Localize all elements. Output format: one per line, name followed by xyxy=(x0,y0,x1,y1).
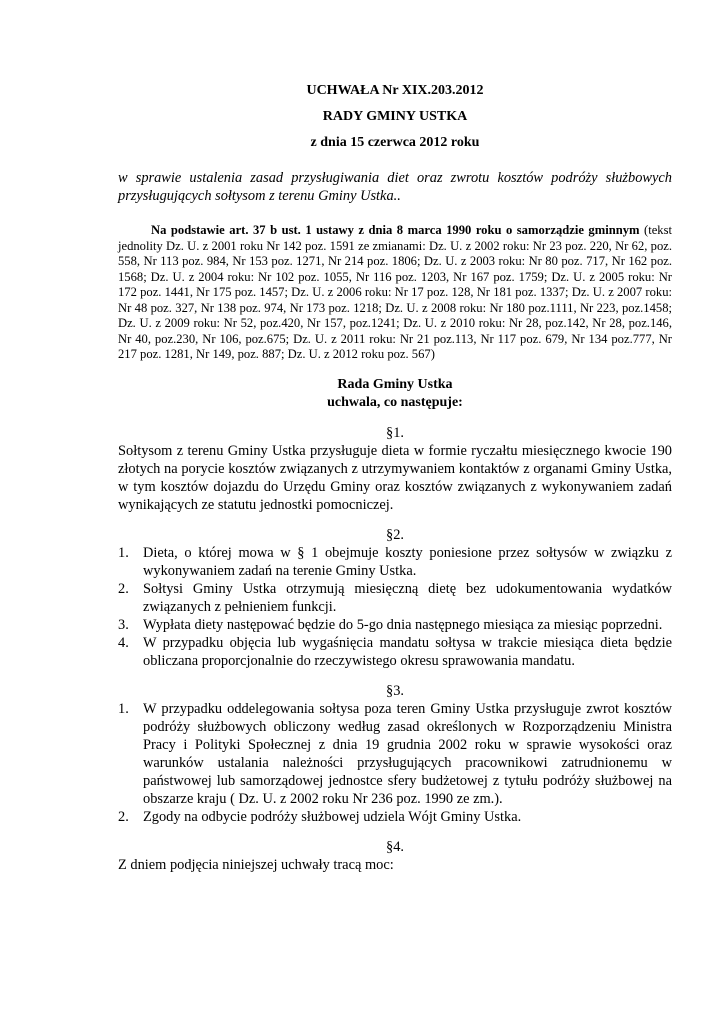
section-2-title: §2. xyxy=(386,526,404,543)
council-name-heading: RADY GMINY USTKA xyxy=(322,109,468,124)
list-item xyxy=(118,544,672,580)
council-resolves: uchwala, co następuje: xyxy=(327,394,463,410)
section-3-title: §3. xyxy=(386,682,404,699)
council-heading: Rada Gminy Ustka xyxy=(337,376,453,392)
list-item-text: Zgody na odbycie podróży służbowej udziela Wójt Gminy Ustka. xyxy=(143,808,522,825)
legal-basis xyxy=(118,223,672,363)
list-item-number: 3. xyxy=(118,616,129,633)
section-3-list xyxy=(118,700,672,826)
section-1-title: §1. xyxy=(386,424,404,441)
list-item-text: Wypłata diety następować będzie do 5-go dnia następnego miesiąca za miesiąc poprzedni. xyxy=(143,616,663,633)
legal-basis-bold: Na podstawie art. 37 b ust. 1 ustawy z dnia 8 marca 1990 roku o samorządzie gminnym xyxy=(151,223,640,237)
resolution-date: z dnia 15 czerwca 2012 roku xyxy=(310,135,480,150)
list-item-number: 2. xyxy=(118,580,129,597)
resolution-subject: w sprawie ustalenia zasad przysługiwania diet oraz zwrotu kosztów podróży służbowych przysługujących sołtysom z terenu Gminy Ustka.. xyxy=(118,170,672,204)
list-item-text: Sołtysi Gminy Ustka otrzymują miesięczną dietę bez udokumentowania wydatków związanych z pełnieniem funkcji. xyxy=(143,580,672,615)
list-item xyxy=(118,634,672,670)
list-item xyxy=(118,616,672,634)
list-item-number: 1. xyxy=(118,700,129,717)
section-4-title: §4. xyxy=(386,838,404,855)
list-item-text: W przypadku objęcia lub wygaśnięcia mandatu sołtysa w trakcie miesiąca dieta będzie obliczana proporcjonalnie do rzeczywistego okresu sprawowania mandatu. xyxy=(143,634,672,669)
section-4-text: Z dniem podjęcia niniejszej uchwały tracą moc: xyxy=(118,856,394,873)
list-item-text: W przypadku oddelegowania sołtysa poza teren Gminy Ustka przysługuje zwrot kosztów podróży służbowych obliczony według zasad określonych w Rozporządzeniu Ministra Pracy i Polityki Społecznej z dnia 19 grudnia 2002 roku w sprawie wysokości oraz warunków ustalania należności przysługujących pracownikowi zatrudnionemu w państwowej lub samorządowej jednostce sfery budżetowej z tytułu podróży służbowej na obszarze kraju ( Dz. U. z 2002 roku Nr 236 poz. 1990 ze zm.). xyxy=(143,700,672,807)
list-item-number: 4. xyxy=(118,634,129,651)
section-2-list xyxy=(118,544,672,670)
list-item xyxy=(118,700,672,808)
list-item-number: 2. xyxy=(118,808,129,825)
list-item xyxy=(118,580,672,616)
list-item-number: 1. xyxy=(118,544,129,561)
list-item xyxy=(118,808,672,826)
resolution-number: UCHWAŁA Nr XIX.203.2012 xyxy=(306,83,484,98)
legal-basis-citations: (tekst jednolity Dz. U. z 2001 roku Nr 142 poz. 1591 ze zmianami: Dz. U. z 2002 roku: Nr 23 poz. 220, Nr 62, poz. 558, Nr 113 poz. 984, Nr 153 poz. 1271, Nr 214 poz. 1806; Dz. U. z 2003 roku: Nr 80 poz. 717, Nr 162 poz. 1568; Dz. U. z 2004 roku: Nr 102 poz. 1055, Nr 116 poz. 1203, Nr 167 poz. 1759; Dz. U. z 2005 roku: Nr 172 poz. 1441, Nr 175 poz. 1457; Dz. U. z 2006 roku: Nr 17 poz. 128, Nr 181 poz. 1337; Dz. U. z 2007 roku: Nr 48 poz. 327, Nr 138 poz. 974, Nr 173 poz. 1218; Dz. U. z 2008 roku: Nr 180 poz.1111, Nr 223, poz.1458; Dz. U. z 2009 roku: Nr 52, poz.420, Nr 157, poz.1241; Dz. U. z 2010 roku: Nr 28, poz.142, Nr 28, poz.146, Nr 40, poz.230, Nr 106, poz.675; Dz. U. z 2011 roku: Nr 21 poz.113, Nr 117 poz. 679, Nr 134 poz.777, Nr 217 poz. 1281, Nr 149, poz. 887; Dz. U. z 2012 roku poz. 567) xyxy=(118,223,672,361)
section-1-text: Sołtysom z terenu Gminy Ustka przysługuje dieta w formie ryczałtu miesięcznego kwocie 190 złotych na porycie kosztów związanych z utrzymywaniem kontaktów z organami Gminy Ustka, w tym kosztów dojazdu do Urzędu Gminy oraz kosztów związanych z wykonywaniem zadań wynikających ze statutu jednostki pomocniczej. xyxy=(118,442,672,513)
list-item-text: Dieta, o której mowa w § 1 obejmuje koszty poniesione przez sołtysów w związku z wykonywaniem zadań na terenie Gminy Ustka. xyxy=(143,544,672,579)
document-page xyxy=(118,84,672,874)
